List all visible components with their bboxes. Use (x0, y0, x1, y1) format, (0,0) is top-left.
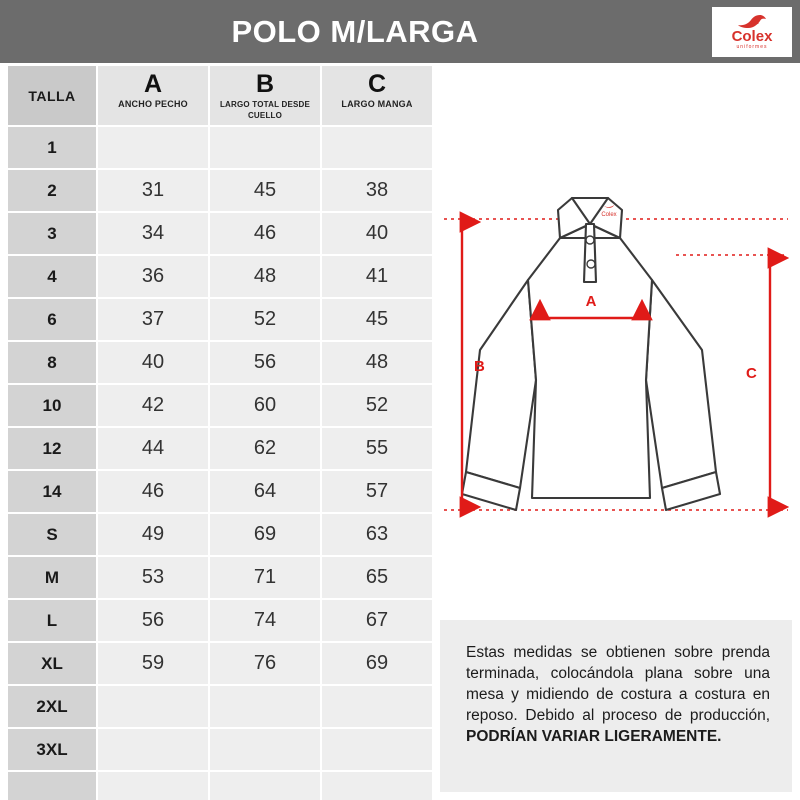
table-row (8, 299, 432, 340)
row-value-c: 38 (322, 170, 432, 211)
row-size: 3XL (8, 729, 96, 770)
table-row (8, 213, 432, 254)
row-size (8, 772, 96, 800)
row-value-b: 71 (210, 557, 320, 598)
row-size: L (8, 600, 96, 641)
row-value-a: 34 (98, 213, 208, 254)
table-row (8, 428, 432, 469)
row-value-b (210, 729, 320, 770)
row-value-a: 49 (98, 514, 208, 555)
row-size: 12 (8, 428, 96, 469)
row-size: XL (8, 643, 96, 684)
measurements-table (8, 66, 432, 800)
table-row (8, 643, 432, 684)
row-value-a: 37 (98, 299, 208, 340)
table-row (8, 256, 432, 297)
page-title: POLO M/LARGA (231, 13, 479, 49)
table-row (8, 471, 432, 512)
row-value-a: 46 (98, 471, 208, 512)
row-value-c (322, 729, 432, 770)
column-letter-c: C (367, 70, 387, 98)
row-value-a: 40 (98, 342, 208, 383)
column-desc-c: LARGO MANGA (341, 99, 413, 109)
row-value-c: 63 (322, 514, 432, 555)
row-value-b: 48 (210, 256, 320, 297)
column-header-b (210, 66, 320, 125)
row-value-c: 55 (322, 428, 432, 469)
row-value-b: 62 (210, 428, 320, 469)
row-size: S (8, 514, 96, 555)
row-value-b: 64 (210, 471, 320, 512)
row-value-c: 40 (322, 213, 432, 254)
row-value-c (322, 127, 432, 168)
table-row (8, 772, 432, 800)
row-size: 14 (8, 471, 96, 512)
logo-name: Colex (731, 27, 773, 45)
row-value-a: 31 (98, 170, 208, 211)
column-header-c (322, 66, 432, 125)
note-text-emphasis: PODRÍAN VARIAR LIGERAMENTE. (466, 728, 722, 745)
row-value-a (98, 772, 208, 800)
row-value-a: 44 (98, 428, 208, 469)
row-value-a: 53 (98, 557, 208, 598)
note-text (466, 642, 770, 747)
row-size: 2XL (8, 686, 96, 727)
row-value-b (210, 127, 320, 168)
row-value-b: 76 (210, 643, 320, 684)
row-value-a (98, 686, 208, 727)
column-desc-a: ANCHO PECHO (118, 99, 188, 109)
row-value-c: 52 (322, 385, 432, 426)
logo-subtitle: uniformes (736, 43, 768, 50)
measure-label-c: C (746, 365, 757, 382)
column-desc-b: LARGO TOTAL DESDE CUELLO (219, 100, 311, 120)
row-value-c: 65 (322, 557, 432, 598)
row-size: 1 (8, 127, 96, 168)
table-row (8, 170, 432, 211)
row-value-c: 45 (322, 299, 432, 340)
garment-illustration (440, 180, 792, 580)
row-value-b: 60 (210, 385, 320, 426)
row-size: 6 (8, 299, 96, 340)
row-value-c (322, 686, 432, 727)
row-value-b: 52 (210, 299, 320, 340)
row-value-c (322, 772, 432, 800)
table-row (8, 557, 432, 598)
row-value-a: 59 (98, 643, 208, 684)
row-value-a: 42 (98, 385, 208, 426)
row-value-b: 45 (210, 170, 320, 211)
row-value-b (210, 772, 320, 800)
row-value-b: 69 (210, 514, 320, 555)
polo-shirt-drawing (462, 198, 720, 510)
row-value-b: 56 (210, 342, 320, 383)
table-header-row (8, 66, 432, 125)
row-value-a (98, 127, 208, 168)
row-value-c: 67 (322, 600, 432, 641)
column-letter-a: A (143, 70, 163, 98)
note-box (440, 620, 792, 792)
table-row (8, 600, 432, 641)
header-bar (0, 0, 800, 63)
row-value-a: 56 (98, 600, 208, 641)
column-header-talla: TALLA (8, 66, 96, 125)
logo (712, 7, 792, 57)
note-text-line: Estas medidas se obtienen sobre prenda terminada, colocándola plana sobre una mesa y midiendo de costura a costura en reposo. Debido al proceso de producción, (466, 644, 770, 724)
table-row (8, 514, 432, 555)
row-value-c: 69 (322, 643, 432, 684)
measure-label-a: A (585, 293, 597, 310)
table-row (8, 342, 432, 383)
column-letter-b: B (255, 70, 275, 98)
row-size: M (8, 557, 96, 598)
table-row (8, 385, 432, 426)
row-value-b (210, 686, 320, 727)
row-value-b: 74 (210, 600, 320, 641)
table-row (8, 127, 432, 168)
row-value-b: 46 (210, 213, 320, 254)
row-size: 3 (8, 213, 96, 254)
row-value-a: 36 (98, 256, 208, 297)
row-value-c: 48 (322, 342, 432, 383)
measure-label-b: B (474, 358, 485, 375)
row-value-c: 41 (322, 256, 432, 297)
row-value-c: 57 (322, 471, 432, 512)
table-row (8, 686, 432, 727)
svg-text:Colex: Colex (601, 212, 617, 218)
row-size: 4 (8, 256, 96, 297)
column-header-a (98, 66, 208, 125)
row-size: 10 (8, 385, 96, 426)
table-row (8, 729, 432, 770)
measure-line-c (746, 258, 770, 507)
row-size: 2 (8, 170, 96, 211)
bird-icon (737, 14, 767, 29)
row-size: 8 (8, 342, 96, 383)
row-value-a (98, 729, 208, 770)
